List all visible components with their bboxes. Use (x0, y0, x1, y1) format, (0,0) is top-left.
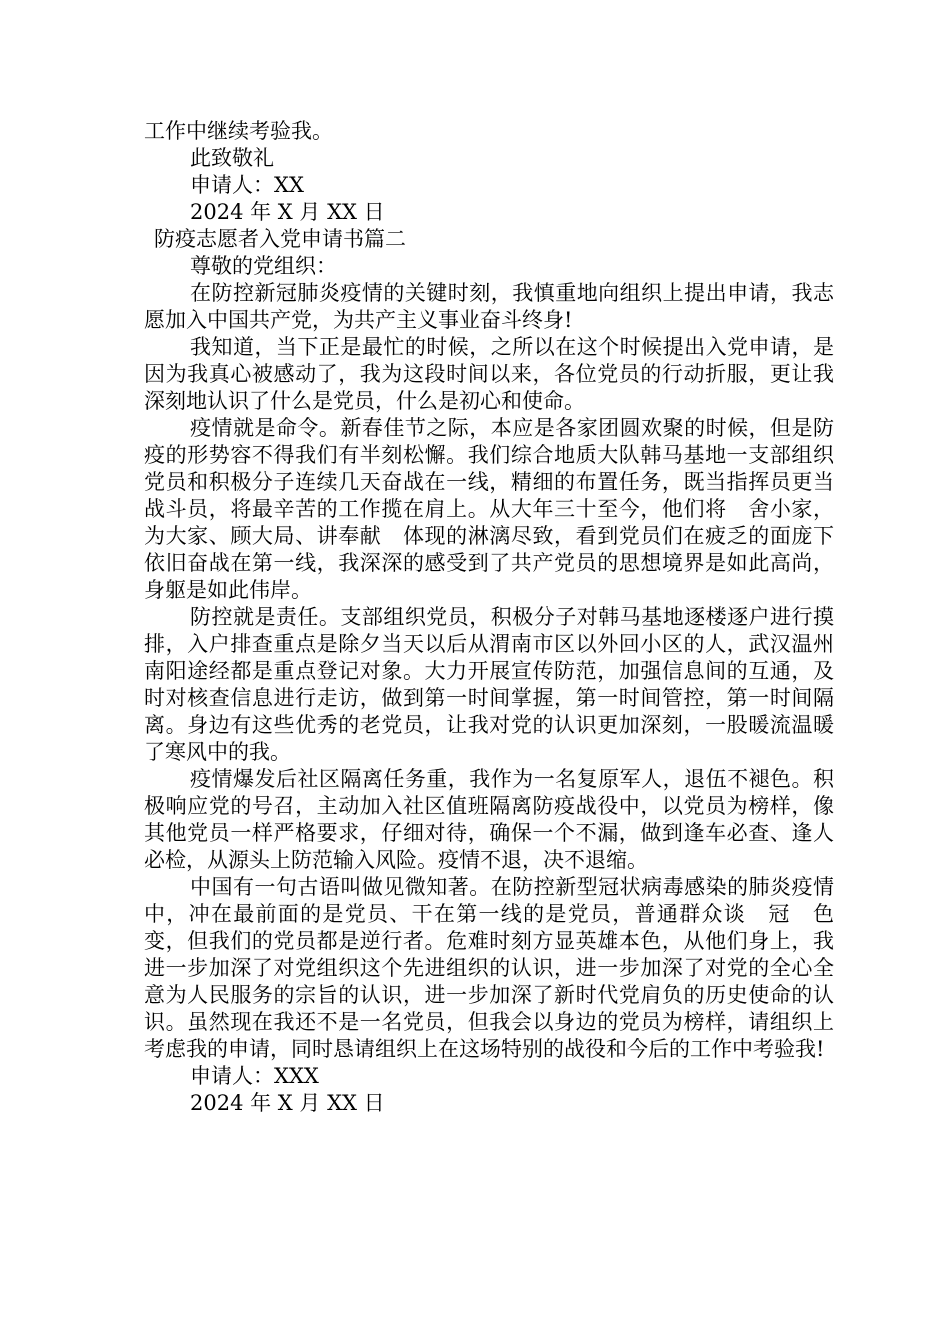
salutation: 尊敬的党组织： (190, 254, 337, 278)
date-line-1: 2024 年 X 月 XX 日 (190, 200, 385, 224)
paragraph-5: 疫情爆发后社区隔离任务重，我作为一名复原军人，退伍不褪色。积极响应党的号召，主动加入社区值班隔离防疫战役中，以党员为榜样，像其他党员一样严格要求，仔细对待，确保一个不漏，做到逢车必查、逢人必检，从源头上防范输入风险。疫情不退，决不退缩。 (144, 767, 834, 872)
paragraph-1: 在防控新冠肺炎疫情的关键时刻，我慎重地向组织上提出申请，我志愿加入中国共产党，为共产主义事业奋斗终身! (144, 281, 834, 332)
applicant-line-1: 申请人：XX (190, 173, 304, 197)
continued-line: 工作中继续考验我。 (144, 119, 333, 143)
closing-salute: 此致敬礼 (190, 146, 274, 170)
section-title: 防疫志愿者入党申请书篇二 (154, 227, 406, 251)
document-page (144, 118, 834, 1117)
paragraph-6: 中国有一句古语叫做见微知著。在防控新型冠状病毒感染的肺炎疫情中，冲在最前面的是党员、干在第一线的是党员，普通群众谈 冠 色变，但我们的党员都是逆行者。危难时刻方显英雄本色，从他们身上，我进一步加深了对党组织这个先进组织的认识，进一步加深了对党的全心全意为人民服务的宗旨的认识，进一步加深了新时代党肩负的历史使命的认识。虽然现在我还不是一名党员，但我会以身边的党员为榜样，请组织上考虑我的申请，同时恳请组织上在这场特别的战役和今后的工作中考验我! (144, 875, 834, 1061)
applicant-line-2: 申请人：XXX (190, 1064, 319, 1088)
paragraph-2: 我知道，当下正是最忙的时候，之所以在这个时候提出入党申请，是因为我真心被感动了，我为这段时间以来，各位党员的行动折服，更让我深刻地认识了什么是党员，什么是初心和使命。 (144, 335, 834, 413)
date-line-2: 2024 年 X 月 XX 日 (190, 1091, 385, 1115)
paragraph-4: 防控就是责任。支部组织党员，积极分子对韩马基地逐楼逐户进行摸排，入户排查重点是除夕当天以后从渭南市区以外回小区的人，武汉温州南阳途经都是重点登记对象。大力开展宣传防范，加强信息间的互通，及时对核查信息进行走访，做到第一时间掌握，第一时间管控，第一时间隔离。身边有这些优秀的老党员，让我对党的认识更加深刻，一股暖流温暖了寒风中的我。 (144, 605, 834, 764)
paragraph-3: 疫情就是命令。新春佳节之际，本应是各家团圆欢聚的时候，但是防疫的形势容不得我们有半刻松懈。我们综合地质大队韩马基地一支部组织党员和积极分子连续几天奋战在一线，精细的布置任务，既当指挥员更当战斗员，将最辛苦的工作揽在肩上。从大年三十至今，他们将 舍小家，为大家、顾大局、讲奉献 体现的淋漓尽致，看到党员们在疲乏的面庞下依旧奋战在第一线，我深深的感受到了共产党员的思想境界是如此高尚，身躯是如此伟岸。 (144, 416, 834, 602)
